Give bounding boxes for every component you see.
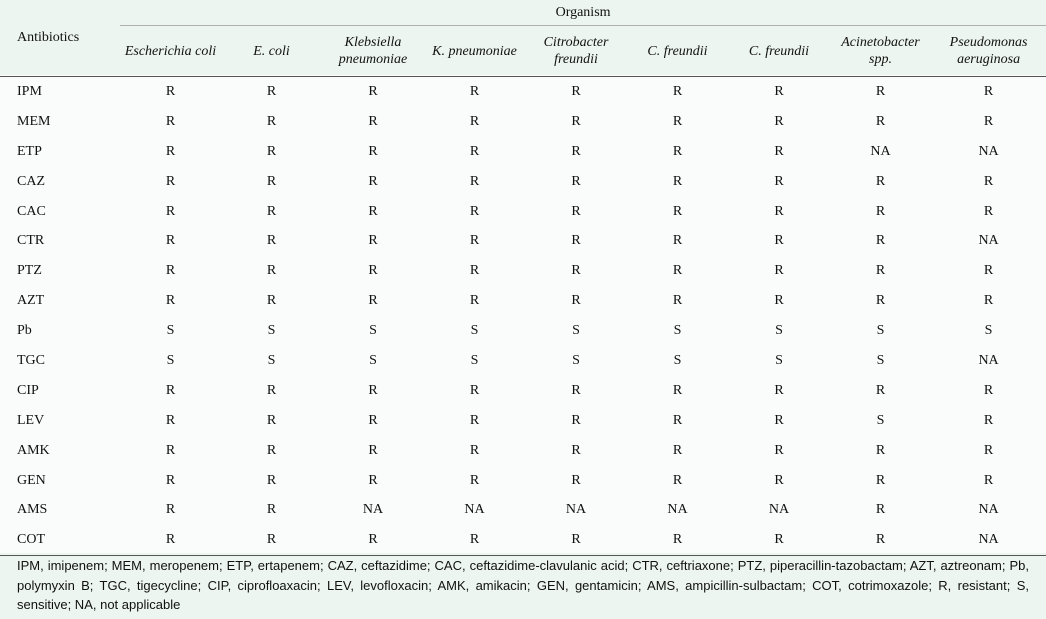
susceptibility-cell: R — [571, 293, 581, 309]
susceptibility-cell: R — [165, 412, 176, 428]
susceptibility-cell: R — [525, 525, 627, 555]
susceptibility-cell: R — [368, 442, 378, 458]
antibiotic-label: MEM — [17, 113, 51, 129]
susceptibility-cell: R — [983, 173, 994, 189]
table-row — [0, 406, 1046, 436]
table-row — [0, 376, 1046, 406]
antibiotics-column-header: Antibiotics — [0, 0, 120, 77]
header-row-organisms — [0, 26, 1046, 77]
susceptibility-cell: R — [774, 412, 784, 428]
susceptibility-cell: R — [774, 472, 784, 488]
susceptibility-cell: R — [571, 382, 581, 398]
antibiotic-label: Pb — [17, 323, 32, 339]
susceptibility-cell: R — [266, 502, 277, 518]
susceptibility-cell: R — [368, 83, 378, 99]
susceptibility-cell: R — [368, 203, 378, 219]
antibiotic-label: PTZ — [17, 263, 42, 279]
susceptibility-cell: S — [470, 352, 479, 368]
susceptibility-cell: R — [571, 442, 581, 458]
susceptibility-cell: R — [983, 83, 994, 99]
organism-column-header: Klebsiella pneumoniae — [322, 26, 424, 77]
susceptibility-cell: R — [266, 472, 277, 488]
susceptibility-cell: R — [469, 203, 480, 219]
antibiotic-label: CIP — [17, 382, 39, 398]
susceptibility-cell: R — [774, 143, 784, 159]
susceptibility-cell: R — [368, 293, 378, 309]
susceptibility-cell: R — [774, 442, 784, 458]
table-row — [0, 226, 1046, 256]
table-row — [0, 77, 1046, 107]
susceptibility-cell: R — [875, 233, 886, 249]
susceptibility-cell: S — [775, 352, 783, 368]
table-row — [0, 525, 1046, 555]
susceptibility-cell: R — [266, 83, 277, 99]
susceptibility-cell: NA — [870, 143, 891, 159]
susceptibility-cell: S — [369, 323, 377, 339]
susceptibility-cell: S — [369, 352, 377, 368]
susceptibility-cell: S — [775, 323, 783, 339]
antibiotic-label: TGC — [17, 352, 45, 368]
susceptibility-cell: R — [983, 442, 994, 458]
susceptibility-cell: R — [266, 412, 277, 428]
susceptibility-cell: R — [983, 472, 994, 488]
susceptibility-cell: R — [368, 412, 378, 428]
table-row — [0, 256, 1046, 286]
susceptibility-cell: R — [368, 382, 378, 398]
table-row — [0, 137, 1046, 167]
organism-column-header: K. pneumoniae — [424, 26, 525, 77]
antibiotic-label: CAZ — [17, 173, 45, 189]
susceptibility-cell: R — [221, 525, 322, 555]
susceptibility-cell: R — [672, 293, 683, 309]
susceptibility-cell: R — [165, 293, 176, 309]
susceptibility-cell: R — [368, 143, 378, 159]
susceptibility-cell: NA — [667, 502, 688, 518]
susceptibility-cell: R — [672, 83, 683, 99]
susceptibility-cell: R — [571, 412, 581, 428]
susceptibility-cell: R — [983, 382, 994, 398]
susceptibility-cell: R — [571, 203, 581, 219]
susceptibility-cell: R — [165, 233, 176, 249]
susceptibility-cell: R — [774, 203, 784, 219]
susceptibility-cell: R — [165, 113, 176, 129]
susceptibility-cell: R — [875, 382, 886, 398]
susceptibility-cell: R — [672, 472, 683, 488]
susceptibility-cell: R — [165, 382, 176, 398]
organism-column-header: C. freundii — [728, 26, 830, 77]
organism-column-header: Citrobacter freundii — [525, 26, 627, 77]
organism-column-header: E. coli — [221, 26, 322, 77]
susceptibility-cell: R — [266, 442, 277, 458]
susceptibility-cell: R — [672, 263, 683, 279]
susceptibility-cell: R — [983, 412, 994, 428]
antibiotic-label: CTR — [17, 233, 45, 249]
susceptibility-cell: R — [875, 263, 886, 279]
susceptibility-cell: R — [672, 382, 683, 398]
susceptibility-cell: R — [983, 203, 994, 219]
susceptibility-cell: R — [469, 472, 480, 488]
header-row-group — [0, 0, 1046, 26]
susceptibility-cell: R — [368, 263, 378, 279]
table-row — [0, 167, 1046, 197]
susceptibility-cell: S — [267, 323, 276, 339]
susceptibility-cell: R — [571, 113, 581, 129]
susceptibility-cell: R — [571, 83, 581, 99]
susceptibility-cell: R — [830, 525, 931, 555]
organism-group-header: Organism — [120, 0, 1046, 26]
susceptibility-cell: R — [266, 293, 277, 309]
susceptibility-cell: R — [672, 113, 683, 129]
susceptibility-cell: R — [469, 263, 480, 279]
susceptibility-cell: R — [627, 525, 728, 555]
susceptibility-cell: NA — [464, 502, 485, 518]
susceptibility-cell: R — [875, 113, 886, 129]
organism-column-header: Escherichia coli — [120, 26, 221, 77]
table-body — [0, 77, 1046, 556]
susceptibility-cell: R — [165, 502, 176, 518]
susceptibility-cell: R — [469, 113, 480, 129]
susceptibility-cell: R — [875, 293, 886, 309]
susceptibility-cell: R — [774, 113, 784, 129]
susceptibility-cell: R — [469, 173, 480, 189]
susceptibility-cell: R — [983, 113, 994, 129]
susceptibility-cell: R — [875, 83, 886, 99]
antibiotic-label: AMS — [17, 502, 48, 518]
susceptibility-cell: R — [672, 233, 683, 249]
susceptibility-cell: R — [322, 525, 424, 555]
antibiotic-label: LEV — [17, 412, 45, 428]
susceptibility-cell: R — [266, 113, 277, 129]
susceptibility-cell: R — [774, 382, 784, 398]
susceptibility-cell: R — [469, 442, 480, 458]
susceptibility-cell: R — [672, 143, 683, 159]
susceptibility-cell: R — [469, 143, 480, 159]
susceptibility-cell: R — [165, 263, 176, 279]
antibiotic-label: AMK — [17, 442, 50, 458]
susceptibility-cell: S — [876, 323, 885, 339]
susceptibility-cell: R — [774, 83, 784, 99]
susceptibility-cell: R — [469, 382, 480, 398]
susceptibility-cell: S — [876, 412, 885, 428]
susceptibility-cell: R — [875, 502, 886, 518]
susceptibility-cell: R — [165, 173, 176, 189]
susceptibility-cell: S — [876, 352, 885, 368]
susceptibility-cell: R — [469, 83, 480, 99]
susceptibility-cell: NA — [978, 143, 999, 159]
susceptibility-cell: R — [672, 203, 683, 219]
susceptibility-cell: R — [165, 83, 176, 99]
table-row — [0, 466, 1046, 496]
table-row — [0, 316, 1046, 346]
susceptibility-cell: R — [875, 472, 886, 488]
susceptibility-cell: R — [368, 113, 378, 129]
susceptibility-cell: R — [165, 442, 176, 458]
susceptibility-cell: R — [165, 472, 176, 488]
susceptibility-cell: R — [672, 442, 683, 458]
susceptibility-cell: R — [266, 143, 277, 159]
antibiotic-label: GEN — [17, 472, 46, 488]
susceptibility-cell: S — [572, 352, 580, 368]
susceptibility-cell: R — [368, 233, 378, 249]
susceptibility-cell: R — [266, 263, 277, 279]
susceptibility-cell: R — [266, 233, 277, 249]
table-row — [0, 495, 1046, 525]
antibiotic-label: CAC — [17, 203, 46, 219]
susceptibility-cell: R — [165, 143, 176, 159]
susceptibility-cell: R — [672, 412, 683, 428]
susceptibility-cell: R — [469, 233, 480, 249]
susceptibility-cell: R — [571, 143, 581, 159]
antibiotic-label: COT — [0, 525, 120, 555]
susceptibility-cell: R — [165, 203, 176, 219]
antibiotic-label: AZT — [17, 293, 45, 309]
susceptibility-cell: R — [266, 382, 277, 398]
susceptibility-cell: R — [571, 173, 581, 189]
susceptibility-cell: S — [572, 323, 580, 339]
susceptibility-cell: NA — [978, 352, 999, 368]
table-row — [0, 346, 1046, 376]
susceptibility-cell: R — [875, 173, 886, 189]
susceptibility-cell: NA — [362, 502, 384, 518]
susceptibility-cell: S — [673, 352, 682, 368]
susceptibility-cell: NA — [978, 502, 999, 518]
susceptibility-cell: S — [470, 323, 479, 339]
antibiotic-label: ETP — [17, 143, 42, 159]
susceptibility-cell: NA — [931, 525, 1046, 555]
susceptibility-cell: R — [774, 233, 784, 249]
organism-column-header: C. freundii — [627, 26, 728, 77]
susceptibility-cell: R — [469, 293, 480, 309]
susceptibility-cell: R — [774, 173, 784, 189]
susceptibility-cell: R — [424, 525, 525, 555]
susceptibility-cell: R — [875, 442, 886, 458]
susceptibility-cell: R — [266, 173, 277, 189]
table-row — [0, 436, 1046, 466]
susceptibility-cell: S — [984, 323, 993, 339]
table-footnote: IPM, imipenem; MEM, meropenem; ETP, ertapenem; CAZ, ceftazidime; CAC, ceftazidime-clavulanic acid; CTR, ceftriaxone; PTZ, piperacillin-tazobactam; AZT, aztreonam; Pb, polymyxin B; TGC, tigecycline; CIP, ciprofloaxacin; LEV, levofloxacin; AMK, amikacin; GEN, gentamicin; AMS, ampicillin-sulbactam; COT, cotrimoxazole; R, resistant; S, sensitive; NA, not applicable — [17, 558, 1029, 612]
susceptibility-cell: NA — [565, 502, 587, 518]
susceptibility-cell: R — [120, 525, 221, 555]
antibiotic-label: IPM — [17, 83, 42, 99]
susceptibility-cell: S — [166, 352, 175, 368]
susceptibility-cell: NA — [768, 502, 790, 518]
susceptibility-cell: R — [728, 525, 830, 555]
susceptibility-cell: R — [774, 293, 784, 309]
organism-column-header: Pseudomonas aeruginosa — [931, 26, 1046, 77]
susceptibility-cell: S — [267, 352, 276, 368]
table-row — [0, 107, 1046, 137]
susceptibility-cell: R — [571, 233, 581, 249]
table-row — [0, 286, 1046, 316]
table-row — [0, 197, 1046, 227]
susceptibility-cell: R — [774, 263, 784, 279]
susceptibility-cell: S — [166, 323, 175, 339]
susceptibility-cell: R — [672, 173, 683, 189]
susceptibility-cell: NA — [978, 233, 999, 249]
susceptibility-cell: R — [368, 173, 378, 189]
susceptibility-cell: R — [983, 263, 994, 279]
susceptibility-cell: R — [469, 412, 480, 428]
susceptibility-cell: R — [571, 472, 581, 488]
susceptibility-cell: R — [983, 293, 994, 309]
susceptibility-cell: R — [875, 203, 886, 219]
susceptibility-cell: S — [673, 323, 682, 339]
susceptibility-cell: R — [571, 263, 581, 279]
organism-column-header: Acinetobacter spp. — [830, 26, 931, 77]
susceptibility-cell: R — [266, 203, 277, 219]
susceptibility-cell: R — [368, 472, 378, 488]
